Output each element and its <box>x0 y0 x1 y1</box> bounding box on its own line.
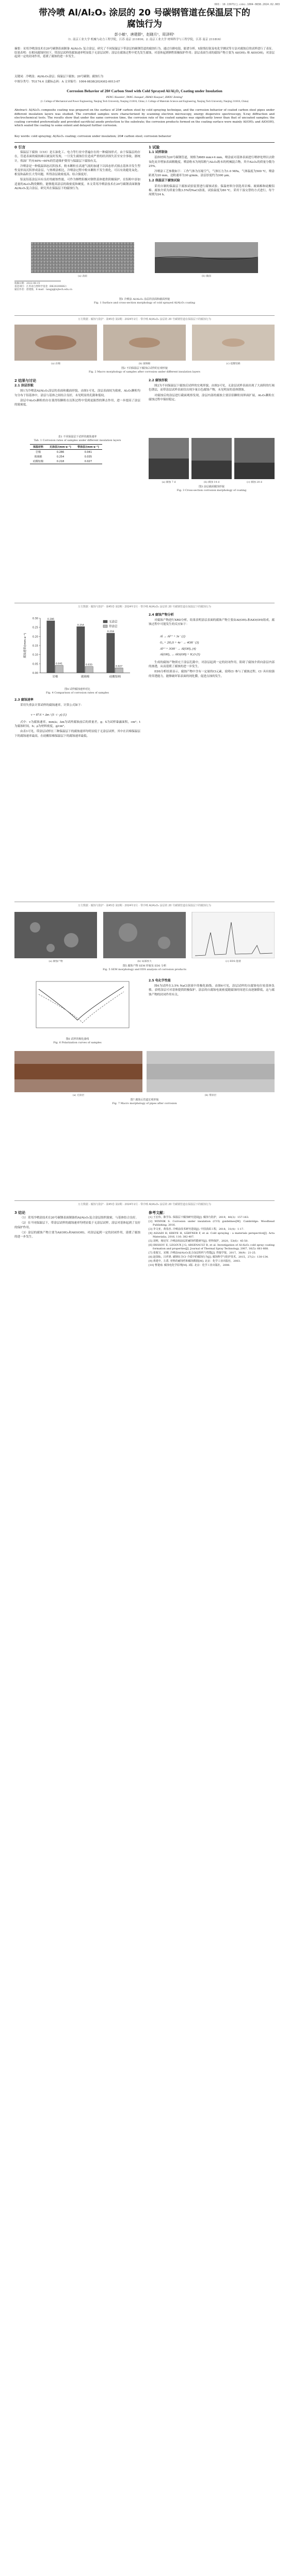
section-exp-title: 1 试验 <box>149 145 160 149</box>
reference-item: [3] 李文亚，黄春杰. 冷喷涂技术研究进展[J]. 中国表面工程，2018，31(4)：1-17. <box>149 1228 244 1231</box>
paper-title <box>0 7 289 30</box>
table-cell: 0.286 <box>56 450 65 454</box>
fig2-caption: 图2 不同保温层下腐蚀后试样的宏观形貌 <box>121 367 168 370</box>
table-row <box>30 450 102 455</box>
paragraph: （3）涂层的腐蚀产物主要为Al(OH)₃和AlO(OH)，对涂层起到一定的封闭作用，延缓了腐蚀的进一步发生。 <box>14 1231 140 1239</box>
table-row <box>30 454 102 459</box>
page-divider <box>14 1200 275 1201</box>
affiliations: （1. 南京工业大学 机械与动力工程学院，江苏 南京 211816；2. 南京工业大学 材料科学与工程学院，江苏 南京 211816） <box>66 38 223 41</box>
classification-cn: 中图分类号：TG174.4 文献标志码：A 文章编号：1004-0838(2024)02-0013-07 <box>14 80 120 83</box>
authors: 彭小敏¹，唐建群²，赵晓月¹，周泽明¹ <box>114 32 175 37</box>
paragraph: 生成的腐蚀产物填充于涂层孔隙中，对涂层起到一定的封闭作用，阻碍了腐蚀介质向涂层内部的渗透，从而延缓了腐蚀的进一步发生。 <box>149 661 275 669</box>
bar <box>115 668 123 673</box>
table-header-cell: 保温材料 <box>33 446 44 449</box>
table-cell: 0.218 <box>56 460 65 463</box>
section-conclusion-title: 3 结论 <box>14 1211 26 1215</box>
equation-5: Al(OH)₃ → AlO(OH) + H₂O (5) <box>160 653 200 656</box>
table-1 <box>30 444 102 464</box>
figure-2-image <box>14 325 275 361</box>
references <box>149 1211 275 1268</box>
fig5-caption: 图5 腐蚀产物 SEM 形貌及 EDS 分析 <box>122 964 167 968</box>
column-right-p3b <box>149 660 275 680</box>
equation-4: Al³⁺ + 3OH⁻ → Al(OH)₃ (4) <box>160 648 196 651</box>
english-title: Corrosion Behavior of 20# Carbon Steel with Cold Sprayed Al/Al₂O₃ Coating under Insulation <box>67 89 222 93</box>
title-line-1: 带冷喷 Al/Al₂O₃ 涂层的 20 号碳钢管道在保温层下的 <box>39 8 250 18</box>
fig2-subcaption-b: (b) 玻璃棉 <box>138 363 151 365</box>
table-header-cell: 带涂层/(mm·a⁻¹) <box>77 446 99 449</box>
table-cell: 0.027 <box>84 460 92 463</box>
table-cell: 玻璃棉 <box>34 455 42 459</box>
abstract-en: Abstract: Al/Al₂O₃ composite coating was prepared on the surface of 20# carbon steel by cold spraying technique, and the corrosion behavior of coated carbon steel pipes under different insulation layers was studied. The corroded samples were characterized by scanning electron microscopy, energy dispersive spectroscopy, X-ray diffraction and electrochemical tests. The results show that under the same corrosion time, the corrosion rate of the coated samples was significantly lower than that of uncoated samples; the coating corroded preferentially and provided sacrificial anode protection to the substrate; the corrosion products formed on the coating surface were mainly Al(OH)₃ and AlO(OH), which sealed the coating to some extent and delayed further corrosion. <box>14 109 275 127</box>
page-header: 万方数据 · 腐蚀与防护 · 第45卷 第2期 · 2024年2月 · 带冷喷 Al/Al₂O₃ 涂层的 20 号碳钢管道在保温层下的腐蚀行为 <box>77 605 212 608</box>
english-affiliations: (1. College of Mechanical and Power Engineering, Nanjing Tech University, Nanjing 211816, China; 2. College of Materials Science and Engineering, Nanjing Tech University, Nanjing 211816, China) <box>40 100 249 103</box>
column-left-p3 <box>14 698 140 708</box>
fig1-subcaption-a: (a) 表面 <box>78 275 87 278</box>
figure-6-chart <box>21 979 134 1036</box>
table-row <box>30 459 102 464</box>
keywords-en: Key words: cold spraying; Al/Al₂O₃ coating; corrosion under insulation; 20# carbon steel; corrosion behavior <box>14 135 171 138</box>
paragraph: 采用失重法计算试样的腐蚀速率，计算公式如下： <box>20 704 84 707</box>
doi: DOI: 10.13973/j.cnki.1004-0838.2024.02.003 <box>214 3 280 6</box>
table-cell: 硅酸铝棉 <box>33 460 44 463</box>
paragraph: 基体材料为20号碳钢管道，规格为Φ89 mm×4 mm。喷涂前对基体表面进行喷砂处理以去除氧化皮并增加表面粗糙度。喷涂粉末为纯铝粉与Al₂O₃粉末的机械混合物，其中Al₂O₃的质量分数为25%。 <box>149 156 275 168</box>
table-cell: 0.041 <box>84 450 92 454</box>
fig6-caption-en: Fig. 6 Polarization curves of samples <box>53 1041 102 1044</box>
equation-1: v = 87.6 × Δm / (S · t · ρ) (1) <box>31 714 67 717</box>
fig3-caption-en: Fig. 3 Cross-section corrosion morphology of coating <box>176 489 247 492</box>
column-right-p4 <box>149 979 275 998</box>
page-header: 万方数据 · 腐蚀与防护 · 第45卷 第2期 · 2024年2月 · 带冷喷 Al/Al₂O₃ 涂层的 20 号碳钢管道在保温层下的腐蚀行为 <box>77 1203 212 1206</box>
figure-1b-image <box>155 242 258 273</box>
paragraph: 图1为冷喷涂Al/Al₂O₃涂层的表面和截面形貌。由图1可见，涂层表面较为致密，Al₂O₃颗粒均匀分布于铝基体中，涂层与基体之间结合良好，未见明显的孔隙和裂纹。 <box>14 389 140 397</box>
fig4-caption: 图4 试样腐蚀速率对比 <box>65 688 90 691</box>
legend-swatch <box>103 620 107 623</box>
data-label: 0.286 <box>47 618 54 621</box>
table1-caption: 表1 不同保温层下试样的腐蚀速率 <box>58 435 97 438</box>
column-left-p2 <box>14 379 140 408</box>
paragraph: 涂层中Al₂O₃颗粒的存在使得铝颗粒在沉积过程中受到更强烈的锤击作用，进一步提高了涂层的致密度。 <box>14 399 140 407</box>
fig2-subcaption-c: (c) 硅酸铝棉 <box>226 363 240 365</box>
reference-item: [5] 刘明，杨冠军. 冷喷涂铝涂层的耐蚀性能研究[J]. 材料保护，2020，53(6)：45-50. <box>149 1240 249 1243</box>
abstract-cn: 摘要：采用冷喷涂技术在20号碳钢表面制备 Al/Al₂O₃ 复合涂层，研究了不同保温层下带涂层的碳钢管道的腐蚀行为。通过扫描电镜、能谱分析、X射线衍射及电化学测试等方法对腐蚀后的试样进行了表征。结果表明：在相同腐蚀时间下，带涂层试样的腐蚀速率明显低于无涂层试样；涂层在腐蚀过程中优先发生腐蚀，对基体起到牺牲阳极保护作用；涂层表面生成的腐蚀产物主要为 Al(OH)₃ 和 AlO(OH)，对涂层起到一定的封闭作用，延缓了腐蚀的进一步发生。 <box>14 47 275 58</box>
legend-label: 带涂层 <box>109 625 118 629</box>
fig4-caption-en: Fig. 4 Comparison of corrosion rates of samples <box>46 691 109 694</box>
reference-item: [7] 张俊宝，宋刚. 冷喷涂Al/Al₂O₃复合涂层组织与性能[J]. 焊接学报，2017，38(9)：21-25. <box>149 1251 256 1255</box>
fig2-caption-en: Fig. 2 Macro morphology of samples after corrosion under different insulation layers <box>89 370 200 374</box>
english-authors: PENG Xiaomin¹, TANG Jianqun², ZHAO Xiaoyue¹, ZHOU Zeming¹ <box>106 96 183 99</box>
column-right-p1 <box>149 145 275 198</box>
paragraph: 铝及铝基涂层具有良好的耐蚀性能，可作为牺牲阳极对钢铁基体提供阴极保护。在铝粉中添加适量的Al₂O₃陶瓷颗粒，能够提高涂层的致密度和硬度。本文采用冷喷涂技术在20号碳钢表面制备Al/Al₂O₃复合涂层，研究其在保温层下的腐蚀行为。 <box>14 178 140 190</box>
paragraph: 式中：v为腐蚀速率，mm/a；Δm为试样腐蚀前后的质量差，g；S为试样暴露面积，cm²；t为腐蚀时间，h；ρ为材料密度，g/cm³。 <box>14 721 140 728</box>
reference-item: [2] WINNIK S. Corrosion under insulation (CUI) guidelines[M]. Cambridge: Woodhead Publishing, 2016. <box>149 1220 275 1227</box>
fig5-subcaption-b: (b) 局部放大 <box>137 960 152 963</box>
section-intro-title: 0 引言 <box>14 145 26 149</box>
data-label: 0.041 <box>56 663 63 666</box>
paragraph: 图2为不同保温层下腐蚀后试样的宏观形貌。由图2可见，无涂层试样表面出现了大面积的红褐色锈层，而带涂层试样表面仅出现少量白色腐蚀产物，未见明显的基体锈蚀。 <box>149 384 275 392</box>
page-divider <box>14 315 275 316</box>
fig1-caption: 图1 冷喷涂 Al/Al₂O₃ 涂层的表面和截面形貌 <box>119 298 170 301</box>
subsection-title: 2.1 涂层形貌 <box>14 384 34 388</box>
bar <box>47 621 55 673</box>
paragraph: 对腐蚀后的涂层进行截面观察发现，涂层内部的腐蚀主要沿铝颗粒间界面扩展，Al₂O₃颗粒在腐蚀过程中保持稳定。 <box>149 394 275 401</box>
paragraph: 由表1可见，带涂层试样在三种保温层下的腐蚀速率均明显低于无涂层试样，其中在岩棉保温层下的腐蚀速率最高，在硅酸铝棉保温层下的腐蚀速率最低。 <box>14 730 140 738</box>
table-cell: 0.035 <box>84 455 92 459</box>
footnote: 收稿日期：2022-08-15 基金项目：江苏省自然科学基金（BK20200682） 通信作者：唐建群，E-mail：tangjq@njtech.edu.cn <box>14 282 72 291</box>
x-tick-label: 岩棉 <box>52 675 58 679</box>
bar <box>77 626 85 673</box>
figure-5-image <box>14 912 275 958</box>
paragraph: 冷喷涂工艺参数如下：工作气体为压缩空气，气体压力为1.0 MPa，气体温度为500 ℃，喷涂距离为20 mm，送粉速率为30 g/min。涂层厚度约为300 μm。 <box>149 170 275 178</box>
column-right-p2 <box>149 379 275 403</box>
fig1-subcaption-b: (b) 截面 <box>202 275 211 278</box>
figure-1a-image <box>31 242 134 273</box>
bar <box>107 633 115 673</box>
reference-item: [4] ASSADI H, KREYE H, GÄRTNER F, et al. Cold spraying - a materials perspective[J]. Acta Materialia, 2016, 116: 382-407. <box>149 1232 275 1239</box>
legend-label: 无涂层 <box>109 620 118 624</box>
paragraph: （1）采用冷喷涂技术在20号碳钢表面制备的Al/Al₂O₃复合涂层组织致密，与基体结合良好。 <box>20 1216 139 1220</box>
table-header-row <box>30 445 102 450</box>
data-label: 0.218 <box>107 630 114 633</box>
subsection-title: 2.4 腐蚀产物分析 <box>149 613 174 617</box>
x-tick-label: 玻璃棉 <box>81 675 90 679</box>
equation-3: O₂ + 2H₂O + 4e⁻ → 4OH⁻ (3) <box>160 641 199 645</box>
column-right-p3 <box>149 613 275 628</box>
page-header: 万方数据 · 腐蚀与防护 · 第45卷 第2期 · 2024年2月 · 带冷喷 Al/Al₂O₃ 涂层的 20 号碳钢管道在保温层下的腐蚀行为 <box>77 318 212 321</box>
data-label: 0.027 <box>116 665 123 668</box>
table1-caption-en: Tab. 1 Corrosion rates of samples under different insulation layers <box>34 439 121 442</box>
fig1-caption-en: Fig. 1 Surface and cross-section morphology of cold sprayed Al/Al₂O₃ coating <box>94 301 195 304</box>
paragraph: 冷喷涂是一种低温固态沉积技术，粉末颗粒在高速气流的加速下以固态形式撞击基体并发生塑性变形而沉积形成涂层。与热喷涂相比，冷喷涂过程中粉末颗粒不发生熔化，可以有效避免氧化、相变和晶粒长大等问题，所得涂层致密度高、结合强度好。 <box>14 164 140 177</box>
data-label: 0.035 <box>86 664 93 667</box>
paragraph: 采用自制的保温层下腐蚀试验装置进行腐蚀试验。保温材料分别选用岩棉、玻璃棉和硅酸铝棉。腐蚀介质为质量分数3.5%的NaCl溶液，试验温度为80 ℃，采用干湿交替的方式进行，每个周期为24 h。 <box>149 184 275 197</box>
figure-3-image <box>149 438 275 479</box>
subsection-title: 2.2 腐蚀形貌 <box>149 379 168 382</box>
fig3-subcaption-a: (a) 腐蚀 7 d <box>162 481 176 484</box>
fig7-caption: 图7 腐蚀后管道宏观形貌 <box>130 1098 159 1101</box>
fig3-subcaption-b: (b) 腐蚀 14 d <box>203 481 220 484</box>
y-tick-label: 0.30 <box>32 617 38 620</box>
data-label: 0.254 <box>77 624 84 627</box>
fig5-caption-en: Fig. 5 SEM morphology and EDS analysis of corrosion products <box>103 968 186 971</box>
fig6-caption: 图6 试样的极化曲线 <box>66 1038 89 1041</box>
fig5-subcaption-a: (a) 腐蚀产物 <box>49 960 63 963</box>
title-line-2: 腐蚀行为 <box>127 19 162 29</box>
paragraph: 图6为试样在3.5% NaCl溶液中的极化曲线。由图6可见，涂层试样的自腐蚀电位较基体负移，表明涂层可对基体提供阴极保护。涂层的自腐蚀电流密度随腐蚀时间延长而逐渐降低，这与腐蚀产物的封闭作用有关。 <box>149 985 275 996</box>
legend-swatch <box>103 625 107 628</box>
subsection-title: 1.1 试样制备 <box>149 150 168 155</box>
fig7-caption-en: Fig. 7 Macro morphology of pipes after corrosion <box>112 1102 177 1105</box>
page-header: 万方数据 · 腐蚀与防护 · 第45卷 第2期 · 2024年2月 · 带冷喷 Al/Al₂O₃ 涂层的 20 号碳钢管道在保温层下的腐蚀行为 <box>77 904 212 907</box>
table-cell: 岩棉 <box>36 451 41 454</box>
y-tick-label: 0.25 <box>32 626 38 630</box>
subsection-title: 1.2 保温层下腐蚀试验 <box>149 179 180 183</box>
subsection-title: 2.5 电化学性能 <box>149 979 171 982</box>
fig3-caption: 图3 涂层截面腐蚀形貌 <box>199 485 224 488</box>
figure-7-image <box>14 1051 275 1092</box>
fig5-subcaption-c: (c) EDS 能谱 <box>226 960 241 963</box>
column-left-p1 <box>14 145 140 192</box>
paragraph: EDS分析结果显示，腐蚀产物中含有一定量的Cl元素，说明Cl⁻参与了腐蚀过程。Cl⁻具有较强的穿透能力，能够破坏铝表面的钝化膜，促进点蚀的发生。 <box>149 670 275 678</box>
reference-item: [6] IRISSOU E, LEGOUX J G, ARSENAULT B, et al. Investigation of Al-Al₂O₃ cold spray coating formation and properties[J]. Journal of Thermal Spray Technology, 2007, 16(5): 661-668. <box>149 1244 275 1251</box>
keywords-cn: 关键词：冷喷涂；Al/Al₂O₃涂层；保温层下腐蚀；20号碳钢；腐蚀行为 <box>14 75 104 78</box>
figure-4-chart <box>21 613 134 685</box>
bar <box>85 667 93 673</box>
x-tick-label: 硅酸铝棉 <box>109 675 121 679</box>
y-tick-label: 0.05 <box>32 663 38 666</box>
y-axis-label: 腐蚀速率/(mm·a⁻¹) <box>24 633 27 658</box>
table-cell: 0.254 <box>56 455 65 459</box>
bar <box>55 666 63 673</box>
column-left-p5 <box>14 1211 140 1240</box>
section-results-title: 2 结果与讨论 <box>14 379 37 383</box>
y-tick-label: 0.10 <box>32 653 38 657</box>
references-title: 参考文献： <box>149 1211 167 1215</box>
y-tick-label: 0.20 <box>32 635 38 639</box>
fig2-subcaption-a: (a) 岩棉 <box>51 363 60 365</box>
paragraph: 保温层下腐蚀（CUI）是石油化工、电力等行业中普遍存在的一种腐蚀形式。由于保温层的存在，管道表面的腐蚀难以被及时发现，一旦发生腐蚀往往造成严重的经济损失甚至安全事故。据统计，炼油厂约有40%~60%的管道维护费用与保温层下腐蚀有关。 <box>14 151 140 163</box>
reference-item: [10] 曹楚南. 腐蚀电化学原理[M]. 3版. 北京：化学工业出版社，2008. <box>149 1264 230 1267</box>
fig7-subcaption-a: (a) 无涂层 <box>72 1094 85 1097</box>
reference-item: [1] 王宏伟，陈学东. 保温层下腐蚀研究进展[J]. 腐蚀与防护，2019，40(3)：157-163. <box>149 1216 249 1219</box>
fig7-subcaption-b: (b) 带涂层 <box>204 1094 217 1097</box>
column-left-p3b <box>14 720 140 739</box>
y-tick-label: 0.15 <box>32 645 38 648</box>
subsection-title: 2.3 腐蚀速率 <box>14 698 34 702</box>
table-header-cell: 无涂层/(mm·a⁻¹) <box>50 446 71 449</box>
paragraph: （2）在不同保温层下，带涂层试样的腐蚀速率均明显低于无涂层试样，涂层对基体起到了良好的保护作用。 <box>14 1222 140 1229</box>
paragraph: 对腐蚀产物进行XRD分析，结果表明涂层表面的腐蚀产物主要由Al(OH)₃和AlO(OH)组成。腐蚀过程中可能发生的反应如下： <box>149 619 275 626</box>
header-rule <box>14 142 275 143</box>
reference-item: [9] 黄建中，左禹. 材料的耐蚀性和腐蚀数据[M]. 北京：化学工业出版社，2003. <box>149 1260 241 1263</box>
y-tick-label: 0.00 <box>32 672 38 675</box>
reference-item: [8] 赵国仙，吕祥鸿. 碳钢在含Cl⁻介质中的腐蚀行为[J]. 腐蚀科学与防护技术，2015，27(2)：130-134. <box>149 1256 269 1259</box>
fig3-subcaption-c: (c) 腐蚀 28 d <box>247 481 262 484</box>
equation-2: Al → Al³⁺ + 3e⁻ (2) <box>160 635 185 638</box>
